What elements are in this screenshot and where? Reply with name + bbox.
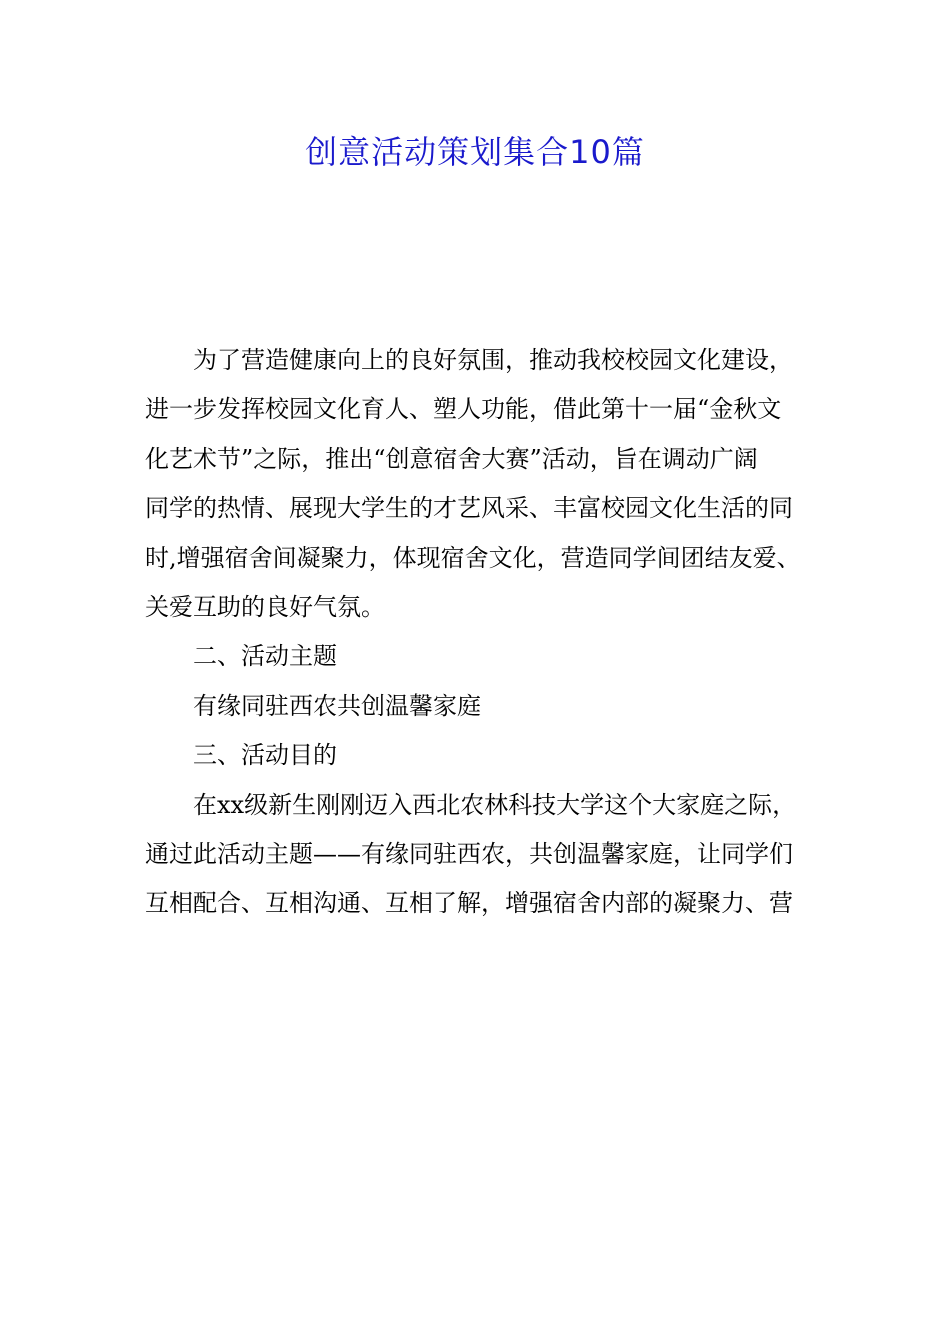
text-line: 同学的热情、展现大学生的才艺风采、丰富校园文化生活的同 <box>145 494 793 523</box>
text-line: 在xx级新生刚刚迈入西北农林科技大学这个大家庭之际， <box>193 790 797 819</box>
text-line: 互相配合、互相沟通、互相了解，增强宿舍内部的凝聚力、营 <box>145 889 793 918</box>
text-line: 化艺术节”之际，推出“创意宿舍大赛”活动，旨在调动广阔 <box>145 444 758 473</box>
text-line: 时,增强宿舍间凝聚力，体现宿舍文化，营造同学间团结友爱、 <box>145 543 801 572</box>
document-body <box>145 336 805 929</box>
text-line: 关爱互助的良好气氛。 <box>145 593 385 622</box>
document-title: 创意活动策划集合10篇 <box>305 133 645 171</box>
text-line: 进一步发挥校园文化育人、塑人功能，借此第十一届“金秋文 <box>145 395 782 424</box>
section-heading: 二、活动主题 <box>193 642 337 671</box>
theme-text: 有缘同驻西农共创温馨家庭 <box>193 691 481 720</box>
text-line: 为了营造健康向上的良好氛围，推动我校校园文化建设， <box>193 346 793 374</box>
text-line: 通过此活动主题——有缘同驻西农，共创温馨家庭，让同学们 <box>145 840 793 869</box>
section-heading: 三、活动目的 <box>193 741 337 770</box>
